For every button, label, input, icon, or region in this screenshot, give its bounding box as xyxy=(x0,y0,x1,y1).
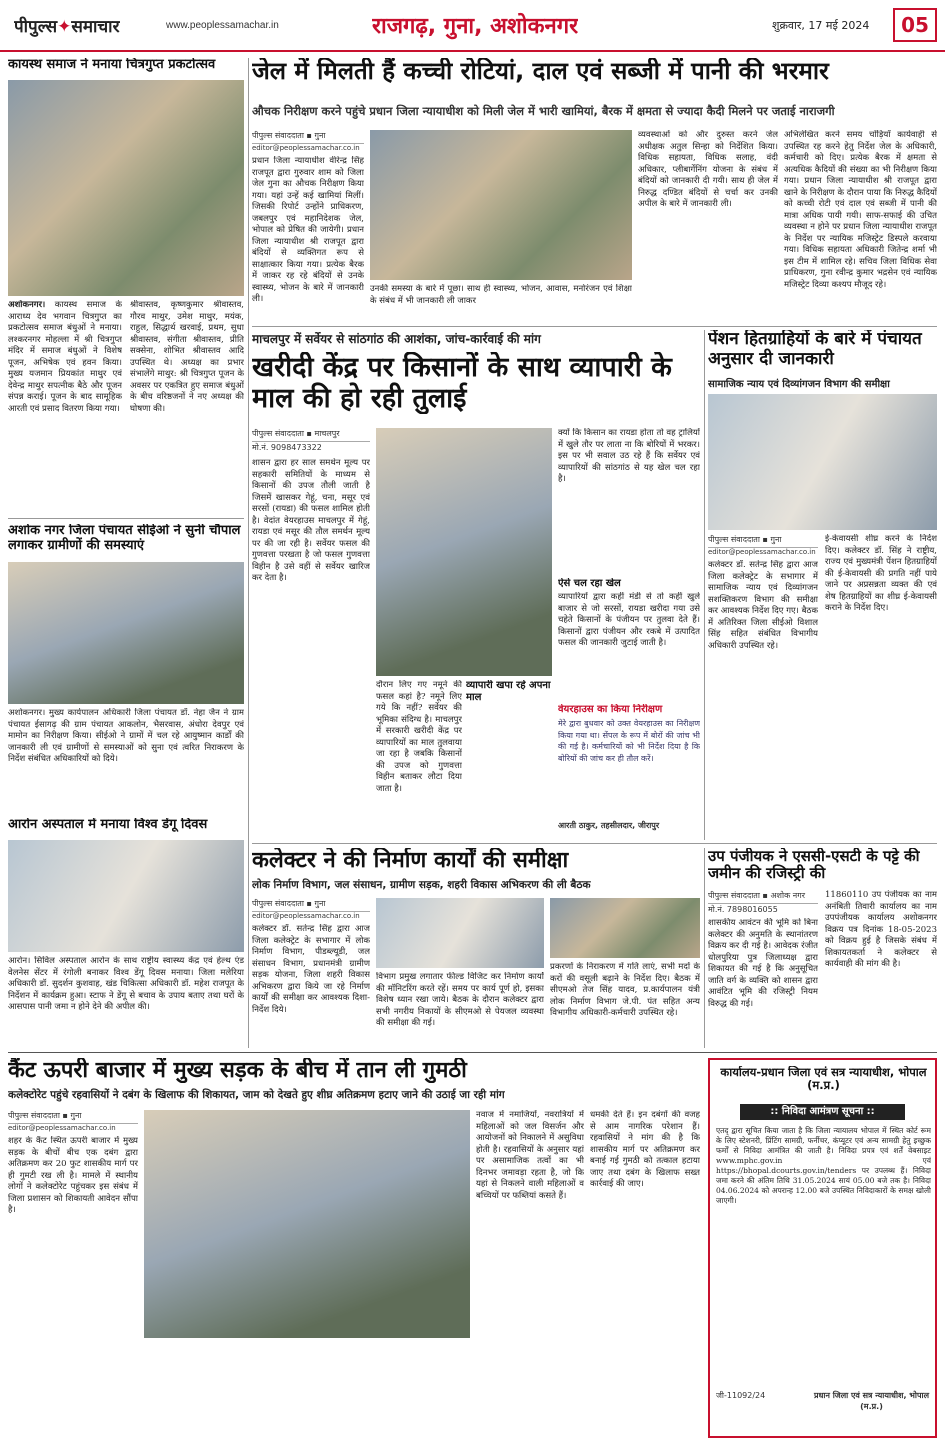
story-kayastha-headline: कायस्थ समाज ने मनाया चित्रगुप्त प्रकटोत्सव xyxy=(8,58,216,72)
lead-body-2: व्यवस्थाओं को और दुरुस्त करने जेल अधीक्षक अतुल सिन्हा को निर्देशित किया। विधिक सहायता, विधिक सलाह, वंदी अधिकार, प्लीबार्गेनिंग योजना के संबंध में बंदियों को जानकारी दी गयी। साथ ही जेल में निरुद्ध दण्डित बंदियों से चर्चा कर उनकी अपील के बारे में जानकारी ली। xyxy=(638,130,778,209)
mandi-quote-author: आरती ठाकुर, तहसीलदार, जीरापुर xyxy=(558,821,660,830)
mandi-body-1: शासन द्वारा हर साल समर्थन मूल्य पर सहकारी समितियों के माध्यम से किसानों की उपज तौली जाती है जिसमें खासकर गेहूं, चना, मसूर एवं सरसों (रायडा) की फसल शामिल होती है। वेदांत वेयरहाउस माचलपुर में गेहूं, रायडा एवं मसूर की तौल समर्थन मूल्य पर की जा रही है। सर्वेयर फसल की गुणवत्ता परखता है जो फसल गुणवत्ता विहीन है उसे वहीं से सर्वेयर खारिज कर देता है। xyxy=(252,458,370,583)
pension-headline: पेंशन हितग्राहियों के बारे में पंचायत अनुसार दी जानकारी xyxy=(708,330,922,369)
warehouse-photo xyxy=(376,428,552,676)
mandi-byline: पीपुल्स संवाददाता ▪ माचलपुर xyxy=(252,428,370,442)
notice-signatory: प्रधान जिला एवं सत्र न्यायाधीश, भोपाल (म.प्र.) xyxy=(813,1391,930,1411)
cantt-headline: कैंट ऊपरी बाजार में मुख्य सड़क के बीच में तान ली गुमठी xyxy=(8,1058,467,1083)
column-rule xyxy=(704,330,705,840)
mandi-subhead-1: व्यापारी खपा रहे अपना माल xyxy=(466,680,551,703)
lead-subhead: औचक निरीक्षण करने पहुंचे प्रधान जिला न्यायाधीश को मिली जेल में भारी खामियां, बैरक में क्षमता से ज्यादा कैदी मिलने पर जताई नाराजगी xyxy=(252,104,835,118)
lead-body-3: अभिलेखित करने समय चोंड़ियाँ कार्यवाही से उपस्थित रह करने हेतु निर्देश जेल के अधिकारी, कर्मचारी को दिए। प्रत्येक बैरक में क्षमता से अत्यधिक कैदियों की संख्या का भी निरीक्षण किया गया। प्रधान जिला न्यायाधीश श्री राजपूत द्वारा खाने के निरीक्षण के दौरान पाया कि निरुद्ध कैदियों को कच्ची रोटी एवं दाल एवं सब्जी में पानी की मात्रा अधिक पायी गयी। साफ-सफाई की उचित व्यवस्था न होने पर प्रधान जिला न्यायाधीश राजपूत के निर्देश पर न्यायिक मजिस्ट्रेट डिस्पले करवाया गया। विधिक सहायता अधिकारी जितेन्द्र शर्मा भी इस टीम में शामिल रहे। सचिव जिला विधिक सेवा प्राधिकरण, गुना रवीन्द्र कुमार भद्रसेन एवं न्यायिक मजिस्ट्रेट दिव्या कश्यप मौजूद रहे। xyxy=(784,130,937,290)
roadside-kiosk-photo xyxy=(144,1110,470,1338)
pension-story xyxy=(708,330,937,840)
collector-email: editor@peoplessamachar.co.in xyxy=(252,912,360,920)
divider xyxy=(8,1052,937,1053)
mandi-body-2: दौरान लिए गए नमूने की फसल कहां है? नमूने लिए गये कि नहीं? सर्वेयर की भूमिका संदिग्ध है। माचलपुर में सरकारी खरीदी केंद्र पर व्यापारियों का माल तुलवाया जा रहा है जबकि किसानों की उपज को गुणवत्ता विहीन बताकर लौटा दिया जाता है। xyxy=(376,680,462,794)
registry-story xyxy=(708,848,937,1048)
masthead xyxy=(0,0,945,52)
lead-email: editor@peoplessamachar.co.in xyxy=(252,144,360,152)
website-url: www.peoplessamachar.in xyxy=(166,20,279,31)
story-kayastha-body-2: श्रीवास्तव, कृष्णकुमार श्रीवास्तव, गौरव माथुर, उमेश माथुर, मयंक, राहुल, सिद्धार्थ खरवाई, प्रथम, सुधा श्रीवास्तव, संगीता श्रीवास्तव, प्रीति सक्सेना, शोभित श्रीवास्तव आदि उपस्थित थे। अध्यक्ष का प्रभार संभालेंगे माथुर: श्री चित्रगुप्त पूजन के अवसर पर एकत्रित हुए समाज बंधुओं के बीच वरिष्ठजनों ने नए अध्यक्ष की घोषणा की। xyxy=(130,300,244,414)
mandi-subhead-3: वेयरहाउस का किया निरीक्षण xyxy=(558,704,663,715)
notice-body: एतद् द्वारा सूचित किया जाता है कि जिला न्यायालय भोपाल में स्थित कोर्ट रूम के लिए स्टेशनरी, प्रिंटिंग सामग्री, फर्नीचर, कंप्यूटर एवं अन्य सामग्री हेतु इच्छुक फर्मों से निविदा आमंत्रित की जाती है। निविदा प्रपत्र एवं शर्तें वेबसाइट www.mphc.gov.in एवं https://bhopal.dcourts.gov.in/tenders पर उपलब्ध हैं। निविदा जमा करने की अंतिम तिथि 31.05.2024 सायं 05.00 बजे तक है। निविदा 04.06.2024 को अपरान्ह 12.00 बजे उपस्थित निविदाकारों के समक्ष खोली जाएगी। xyxy=(716,1126,931,1205)
cantt-subhead: कलेक्टोरेट पहुंचे रहवासियों ने दबंग के खिलाफ की शिकायत, जाम को देखते हुए शीघ्र अतिक्रमण हटाए जाने की उठाई जा रही मांग xyxy=(8,1089,505,1101)
notice-ref: जी-11092/24 xyxy=(716,1391,766,1400)
notice-office-title: कार्यालय-प्रधान जिला एवं सत्र न्यायाधीश, भोपाल (म.प्र.) xyxy=(720,1066,927,1093)
pension-body-2: ई-केवायसी शीघ्र करने के निर्देश दिए। कलेक्टर डॉ. सिंह ने राष्ट्रीय, राज्य एवं मुख्यमंत्री पेंशन हितग्राहियों की ई-केवायसी की प्रगति नहीं पाये जाने पर अप्रसन्नता व्यक्त की एवं शेष हितग्राहियों का शीघ्र ई-केवायसी कराने के निर्देश दिए। xyxy=(825,534,937,613)
page-number: 05 xyxy=(893,8,937,42)
dengue-story xyxy=(8,818,244,1048)
story-ceo-body: अशोकनगर। मुख्य कार्यपालन अधिकारी जिला पंचायत डॉ. नेहा जैन ने ग्राम पंचायत ईसागढ़ की ग्राम पंचायत आकलोन, भैसरवास, अंधोरा देवपुर एवं मामोन का निरीक्षण किया। सीईओ ने ग्रामों में चल रहे आयुष्मान कार्डों की जानकारी ली एवं ग्रामीणों से समस्याओं को सुना एवं त्वरित निराकरण के निर्देश संबंधित अधिकारियों को दिये। xyxy=(8,708,244,764)
pension-meeting-photo xyxy=(708,394,937,530)
cantt-body-2: नवाज में नमाजियों, नवरात्रियों में महिलाओं को जल विसर्जन और आयोजनों को निकालने में असुविधा होती है। रहवासियों के अनुसार यहां पर असामाजिक तत्वों का भी दिनभर जमावड़ा रहता है, जो कि यहां से निकलने वाली महिलाओं व बच्चियों पर फब्तियां कसते हैं। xyxy=(476,1110,584,1201)
issue-date: शुक्रवार, 17 मई 2024 xyxy=(772,19,870,32)
story-dengue-headline: आरोन अस्पताल में मनाया विश्व डेंगू दिवस xyxy=(8,818,208,832)
mandi-quote: मेरे द्वारा बुधवार को उक्त वेयरहाउस का निरीक्षण किया गया था। सेंपल के रूप में बोरों की जांच भी की गई है। कर्मचारियों को भी निर्देश दिया है कि बोरियों की जांच कर ही तौल करें। xyxy=(558,719,700,763)
cantt-body-3: धमकी देते हैं। इन दबंगों की वजह से आम नागरिक परेशान हैं। रहवासियों ने मांग की है कि शासकीय मार्ग पर अतिक्रमण कर बनाई गई गुमठी को तत्काल हटाया जाए तथा दबंग के खिलाफ सख्त कार्रवाई की जाए। xyxy=(590,1110,700,1189)
story-dengue-body: आरोन। सिविल अस्पताल आरोन के साथ राष्ट्रीय स्वास्थ्य केंद्र एवं हेल्थ एंड वेलनेस सेंटर में रंगोली बनाकर विश्व डेंगू दिवस मनाया। जिला मलेरिया अधिकारी डॉ. सुदर्शन कुशवाह, खंड चिकित्सा अधिकारी डॉ. महेश राजपूत के निर्देशन में कार्यक्रम हुआ। स्टाफ ने डेंगू से बचाव के उपाय बताए तथा घरों के आसपास पानी जमा न होने देने की अपील की। xyxy=(8,956,244,1012)
story-ceo-headline: अशोक नगर जिला पंचायत सीईओ ने सुनी चौपाल लगाकर ग्रामीणों की समस्याएं xyxy=(8,524,241,553)
collector-story xyxy=(252,848,700,1048)
review-meeting-photo-2 xyxy=(550,898,700,958)
story-kayastha-body: अशोकनगर। कायस्थ समाज के आराध्य देव भगवान चित्रगुप्त का प्रकटोत्सव समाज बंधुओं ने मनाया। लश्करनगर मोहल्ला में श्री चित्रगुप्त मंदिर में समाज बंधुओं ने विशेष पूजन, अभिषेक एवं हवन किया। मुख्य यजमान प्रियकांत माथुर एवं देवेन्द्र माथुर सपत्नीक बैठे और पूजन संपन्न कराई। पूजन के बाद सामूहिक आरती एवं प्रसाद वितरण किया गया। xyxy=(8,300,122,414)
mandi-sub-col xyxy=(466,680,552,838)
kayastha-event-photo xyxy=(8,80,244,296)
pension-email: editor@peoplessamachar.co.in xyxy=(708,548,816,556)
region-title: राजगढ़, गुना, अशोकनगर xyxy=(372,14,579,39)
lead-headline: जेल में मिलती हैं कच्ची रोटियां, दाल एवं सब्जी में पानी की भरमार xyxy=(252,58,829,85)
left-column xyxy=(8,58,244,858)
lead-story xyxy=(252,58,937,323)
newspaper-logo: पीपुल्स✦समाचार xyxy=(14,17,120,37)
cantt-story xyxy=(8,1058,700,1438)
mandi-kicker: माचलपुर में सर्वेयर से सांठगांठ की आशंका, जांच-कार्रवाई की मांग xyxy=(252,332,541,346)
mandi-mobile: मो.नं. 9098473322 xyxy=(252,443,322,452)
collector-headline: कलेक्टर ने की निर्माण कार्यों की समीक्षा xyxy=(252,848,569,873)
tender-notice xyxy=(708,1058,937,1438)
pension-subhead: सामाजिक न्याय एवं दिव्यांगजन विभाग की समीक्षा xyxy=(708,379,890,390)
mandi-story xyxy=(252,330,700,840)
divider xyxy=(252,843,937,844)
cantt-byline: पीपुल्स संवाददाता ▪ गुना xyxy=(8,1110,138,1124)
collector-body-2: विभाग प्रमुख लगातार फील्ड विजिट कर निर्माण कार्यों की मॉनिटरिंग करते रहें। समय पर कार्य पूर्ण हो, इसका विशेष ध्यान रखा जाये। बैठक के दौरान कलेक्टर द्वारा सभी नगरीय निकायों के सीएमओ से पेयजल व्यवस्था की समीक्षा की गई। xyxy=(376,972,544,1028)
cantt-email: editor@peoplessamachar.co.in xyxy=(8,1124,116,1132)
lead-body-1: प्रधान जिला न्यायाधीश वीरेन्द्र सिंह राजपूत द्वारा गुरुवार शाम को जिला जेल गुना का औचक निरीक्षण किया गया। यहां उन्हें कई खामियां मिलीं। जिसकी रिपोर्ट उन्होंने प्राधिकरण, जबलपुर एवं महानिदेशक जेल, भोपाल को प्रेषित की जायेगी। प्रधान जिला न्यायाधीश श्री राजपूत द्वारा बंदियों से व्यक्तिगत रूप से साक्षात्कार किया गया। प्रत्येक बैरक में जाकर रह रहे बंदियों से उनके स्वास्थ्य, भोजन के बारे में जानकारी ली। xyxy=(252,156,364,304)
mandi-body-3: क्यों कि किसान का रायडा होता तो वह ट्रालियों में खुले तौर पर लाता ना कि बोरियों में भरकर। इस पर भी सवाल उठ रहे हैं कि सर्वेयर एवं व्यापारियों की सांठगांठ से यह खेल चल रहा है। xyxy=(558,428,700,484)
registry-mobile: मो.नं. 7898016055 xyxy=(708,905,778,914)
collector-body-1: कलेक्टर डॉ. सतेन्द्र सिंह द्वारा आज जिला कलेक्ट्रेट के सभागार में लोक निर्माण विभाग, पीडब्ल्यूडी, जल संसाधन विभाग, प्रधानमंत्री ग्रामीण सड़क योजना, जिला शहरी विकास अभिकरण द्वारा किये जा रहे निर्माण कार्यों की समीक्षा कर आवश्यक दिशा-निर्देश दिये। xyxy=(252,924,370,1015)
pension-body-1: कलेक्टर डॉ. सतेन्द्र सिंह द्वारा आज जिला कलेक्ट्रेट के सभागार में सामाजिक न्याय एवं दिव्यांगजन सशक्तिकरण विभाग की समीक्षा कर आवश्यक निर्देश दिए गए। बैठक में अतिरिक्त जिला सीईओ विशाल सिंह सहित संबंधित विभागीय अधिकारी उपस्थित रहे। xyxy=(708,560,818,651)
mandi-subhead-2: ऐसे चल रहा खेल xyxy=(558,578,621,589)
divider xyxy=(252,326,937,327)
collector-subhead: लोक निर्माण विभाग, जल संसाधन, ग्रामीण सड़क, शहरी विकास अभिकरण की ली बैठक xyxy=(252,879,591,891)
registry-byline: पीपुल्स संवाददाता ▪ अशोक नगर xyxy=(708,890,818,904)
collector-byline: पीपुल्स संवाददाता ▪ गुना xyxy=(252,898,370,912)
collector-body-3: प्रकरणों के निराकरण में गति लाएं, सभी मदों के करों की वसूली बढ़ाने के निर्देश दिए। बैठक में सीएमओ तेज सिंह यादव, प्र.कार्यपालन यंत्री लोक निर्माण विभाग जे.पी. पंत सहित अन्य विभागीय अधिकारी-कर्मचारी उपस्थित रहे। xyxy=(550,962,700,1018)
registry-body-2: 11860110 उप पंजीयक का नाम अनंबिती तिवारी कार्यालय का नाम उपपंजीयक कार्यालय अशोकनगर विक्रय पत्र दिनांक 18-05-2023 को विक्रय हुई है जिसके संबंध में शिकायतकर्ता ने कलेक्टर से कार्यवाही की मांग की है। xyxy=(825,890,937,969)
review-meeting-photo xyxy=(376,898,544,968)
column-rule xyxy=(248,58,249,1048)
ceo-chaupal-photo xyxy=(8,562,244,704)
lead-byline: पीपुल्स संवाददाता ▪ गुना xyxy=(252,130,364,144)
mandi-body-4: व्यापारियों द्वारा कहीं मंडी से तो कहीं खुले बाजार से जो सरसों, रायडा खरीदा गया उसे चहेते किसानों के पंजीयन पर तुलवा देते हैं। किसानों द्वारा पंजीयन और रकबे में उत्पादित फसल की जानकारी जुटाई जाती है। xyxy=(558,592,700,648)
cantt-body-1: शहर के कैंट स्थित ऊपरी बाजार में मुख्य सड़क के बीचों बीच एक दबंग द्वारा अतिक्रमण कर 20 फुट शासकीय मार्ग पर ही गुमटी रख ली है। मामले में स्थानीय लोगों ने कलेक्टोरेट पहुंचकर इस संबंध में जिला प्रशासन को शिकायती आवेदन सौंपा है। xyxy=(8,1136,138,1215)
jail-inspection-photo xyxy=(370,130,632,280)
mandi-headline: खरीदी केंद्र पर किसानों के साथ व्यापारी के माल की हो रही तुलाई xyxy=(252,352,672,415)
divider xyxy=(8,518,244,519)
pension-byline: पीपुल्स संवाददाता ▪ गुना xyxy=(708,534,818,548)
registry-body-1: शासकीय आवंटन की भूमि को बिना कलेक्टर की अनुमति के स्थानांतरण विक्रय कर दी गई है। आवेदक रंजीत धोलपुरिया पुत्र जिलाध्यक्ष द्वारा शिकायत की गई है कि अनुसूचित जाति वर्ग के व्यक्ति को शासन द्वारा आवंटित भूमि की रजिस्ट्री नियम विरुद्ध की गई। xyxy=(708,918,818,1009)
column-rule xyxy=(704,848,705,1048)
lead-photo-caption: उनकी समस्या के बारे में पूछा। साथ ही स्वास्थ्य, भोजन, आवास, मनोरंजन एवं शिक्षा के संबंध में भी जानकारी ली जाकर xyxy=(370,284,632,306)
registry-headline: उप पंजीयक ने एससी-एसटी के पट्टे की जमीन की रजिस्ट्री की xyxy=(708,848,920,883)
dengue-day-photo xyxy=(8,840,244,952)
notice-heading: :: निविदा आमंत्रण सूचना :: xyxy=(740,1104,905,1120)
